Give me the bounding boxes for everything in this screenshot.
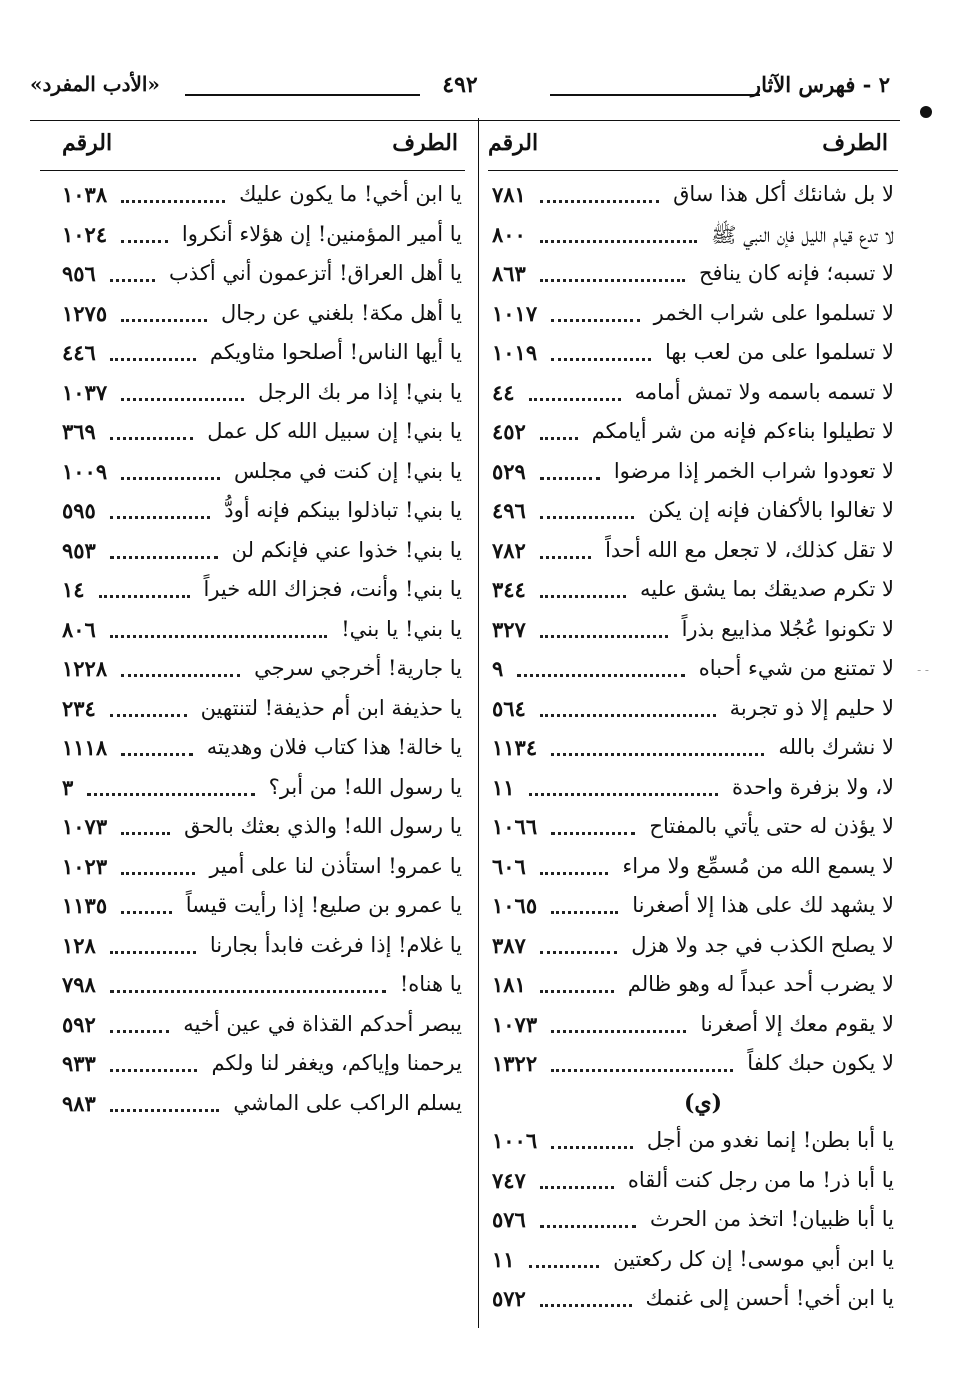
- dot-leader: [121, 398, 244, 401]
- list-item: [492, 259, 894, 299]
- list-item: [62, 536, 462, 576]
- dot-leader: [540, 200, 659, 203]
- entry-number: ٧٨١: [492, 182, 526, 207]
- entry-number: ٣: [62, 774, 74, 800]
- dot-leader: [121, 832, 170, 835]
- dot-leader: [540, 279, 685, 282]
- table-top-rule: [30, 120, 900, 121]
- list-item: [492, 1284, 894, 1324]
- dot-leader: [540, 240, 697, 243]
- list-item: [62, 931, 462, 971]
- margin-mark: - -: [917, 663, 929, 677]
- entry-phrase: لا يقوم معك إلا أصغرنا: [700, 1011, 894, 1036]
- entry-phrase: يا بني! خذوا عني فإنكم لن: [231, 537, 462, 562]
- entry-phrase: يرحمنا وإياكم، ويغفر لنا ولكم: [211, 1051, 462, 1075]
- list-item: [62, 1010, 462, 1050]
- entry-number: ١٠٣٨: [62, 182, 108, 207]
- entry-number: ٧٤٧: [492, 1167, 526, 1193]
- entry-phrase: لا حليم إلا ذو تجربة: [729, 695, 894, 720]
- dot-leader: [110, 556, 218, 559]
- list-item: [492, 615, 894, 655]
- list-item: [492, 417, 894, 457]
- left-head-phrase: الطرف: [392, 130, 458, 156]
- section-heading-ya: (ي): [683, 1090, 723, 1116]
- entry-phrase: يا ابن أخي! ما يكون عليك: [239, 182, 462, 206]
- dot-leader: [540, 714, 716, 717]
- dot-leader: [110, 358, 196, 361]
- entry-number: ٥٩٥: [62, 498, 96, 523]
- dot-leader: [540, 872, 609, 875]
- dot-leader: [110, 990, 386, 993]
- list-item: [62, 812, 462, 852]
- list-item: [62, 378, 462, 418]
- dot-leader: [551, 1069, 733, 1072]
- entry-phrase: لا تسمه باسمه ولا تمش أمامه: [634, 379, 894, 404]
- list-item: [62, 615, 462, 655]
- entry-phrase: لا تعودوا شراب الخمر إذا مرضوا: [613, 458, 894, 483]
- entry-number: ٣٢٧: [492, 616, 526, 642]
- entry-number: ٣٦٩: [62, 419, 96, 444]
- dot-leader: [540, 595, 626, 598]
- dot-leader: [110, 635, 327, 638]
- entry-phrase: يا رسول الله! والذي بعثك بالحق: [184, 814, 462, 838]
- entry-number: ١٠٢٣: [62, 853, 108, 879]
- dot-leader: [551, 753, 764, 756]
- entry-number: ٣٨٧: [492, 932, 526, 958]
- list-item: [62, 457, 462, 497]
- entry-number: ١١١٨: [62, 735, 108, 760]
- dot-leader: [121, 674, 240, 677]
- entry-phrase: يا أهل مكة! بلغني عن رجال: [220, 300, 462, 325]
- entry-phrase: لا تسلموا على شراب الخمر: [653, 300, 894, 325]
- entry-number: ٢٣٤: [62, 695, 96, 721]
- list-item: [62, 694, 462, 734]
- dot-leader: [540, 635, 668, 638]
- entry-number: ١١٣٤: [492, 735, 538, 760]
- dot-leader: [121, 240, 168, 243]
- dot-leader: [121, 753, 193, 756]
- entry-phrase: يا أبا بطن! إنما نغدو من أجل: [646, 1128, 894, 1152]
- entry-number: ١٠٠٦: [492, 1128, 538, 1153]
- entry-phrase: يا بني! إذا مر بك الرجل: [258, 379, 462, 404]
- list-item: [492, 180, 894, 220]
- entry-number: ٤٩٦: [492, 498, 526, 523]
- list-item: [492, 457, 894, 497]
- dot-leader: [121, 872, 195, 875]
- dot-leader: [529, 1265, 600, 1268]
- dot-leader: [529, 398, 621, 401]
- entry-number: ٨٦٣: [492, 261, 526, 286]
- entry-phrase: لا تكونوا عُجُلا مذاييع بذراً: [681, 616, 894, 641]
- left-head-number: الرقم: [62, 130, 113, 156]
- entry-number: ١٤: [62, 577, 85, 602]
- entry-phrase: يا أيها الناس! أصلحوا مثاويكم: [209, 340, 462, 364]
- entry-phrase: لا تسبه؛ فإنه كان ينافح: [698, 261, 894, 285]
- entry-phrase: لا يشهد لك على هذا إلا أصغرنا: [632, 893, 894, 917]
- entry-number: ١٠٧٣: [492, 1011, 538, 1037]
- left-head-rule: [40, 170, 465, 171]
- list-item: [492, 1166, 894, 1206]
- entry-phrase: لا، ولا بزفرة واحدة: [732, 774, 894, 799]
- dot-leader: [110, 1069, 198, 1072]
- list-item: [62, 417, 462, 457]
- list-item: [62, 852, 462, 892]
- right-head-rule: [488, 170, 898, 171]
- list-item: [492, 536, 894, 576]
- list-item: [62, 299, 462, 339]
- list-item: [492, 970, 894, 1010]
- entry-phrase: لا بل شانئك أكل هذا ساق: [673, 182, 894, 206]
- entry-number: ٩٥٦: [62, 261, 96, 286]
- right-column-head: [488, 130, 888, 170]
- entry-phrase: يا ابن أبي موسى! إن كل ركعتين: [613, 1246, 894, 1271]
- list-item: [492, 852, 894, 892]
- dot-leader: [110, 951, 196, 954]
- entry-phrase: يا غلام! إذا فرغت فابدأ بجارنا: [209, 932, 462, 957]
- dot-leader: [540, 477, 600, 480]
- entry-phrase: يا حذيفة ابن أم حذيفة! لتنتهين: [200, 695, 462, 720]
- right-head-phrase: الطرف: [822, 130, 888, 156]
- entry-phrase: لا يصلح الكذب في جد ولا هزل: [631, 932, 894, 957]
- entry-phrase: يا أبا ظبيان! اتخذ من الحرث: [650, 1207, 894, 1231]
- book-title: «الأدب المفرد»: [30, 72, 160, 96]
- entry-number: ٧٨٢: [492, 537, 526, 563]
- entry-phrase: يا عمرو بن صليع! إذا رأيت قيساً: [185, 893, 462, 917]
- dot-leader: [551, 358, 651, 361]
- entry-number: ١٠١٩: [492, 340, 538, 365]
- entry-number: ١٢٧٥: [62, 300, 108, 326]
- dot-leader: [540, 1186, 614, 1189]
- dot-leader: [110, 714, 187, 717]
- entry-number: ٩٨٣: [62, 1090, 96, 1116]
- dot-leader: [517, 674, 684, 677]
- entry-number: ٧٩٨: [62, 972, 96, 997]
- entry-phrase: لا نشرك بالله: [778, 735, 894, 759]
- list-item: [62, 496, 462, 536]
- entry-phrase: لا تقل كذلك، لا تجعل مع الله أحداً: [605, 537, 894, 562]
- entry-number: ٨٠٦: [62, 616, 96, 642]
- entry-phrase: يا بني! وأنت، فجزاك الله خيراً: [203, 577, 462, 601]
- entry-number: ٦٠٦: [492, 853, 526, 879]
- entry-phrase: يا أبا ذر! ما من رجل كنت ألقاه: [627, 1167, 894, 1192]
- entry-number: ١٠٣٧: [62, 379, 108, 405]
- list-item: [62, 1089, 462, 1129]
- entry-phrase: لا تطيلوا بناءكم فإنه من شر أيامكم: [591, 419, 894, 443]
- dot-leader: [110, 516, 210, 519]
- dot-leader: [110, 279, 155, 282]
- entry-phrase: يا بني! إن كنت في مجلس: [233, 458, 462, 483]
- dot-leader: [540, 1304, 632, 1307]
- list-item: [492, 338, 894, 378]
- entry-number: ١٠٢٤: [62, 221, 108, 247]
- list-item: [492, 773, 894, 813]
- entry-number: ١٣٢٢: [492, 1051, 538, 1076]
- dot-leader: [551, 1146, 633, 1149]
- entry-number: ٩: [492, 656, 504, 681]
- list-item: [492, 1049, 894, 1089]
- entry-phrase: يا هناه!: [399, 972, 462, 996]
- entry-number: ١١٣٥: [62, 893, 108, 918]
- section-title: ٢ - فهرس الآثار: [750, 72, 890, 97]
- list-item: [492, 378, 894, 418]
- entry-phrase: لا تسلموا على من لعب بها: [664, 340, 894, 364]
- dot-leader: [540, 437, 578, 440]
- entry-number: ٥٦٤: [492, 695, 526, 721]
- entry-phrase: لا يسمع الله من مُسمِّع ولا مراء: [622, 853, 894, 878]
- entry-phrase: يا رسول الله! من أبر؟: [268, 774, 462, 799]
- list-item: [492, 496, 894, 536]
- entry-number: ١٠٧٣: [62, 814, 108, 839]
- list-item: [62, 654, 462, 694]
- entry-phrase: لا تغالوا بالأكفان فإنه إن يكن: [648, 498, 894, 522]
- entry-number: ١٠٦٦: [492, 814, 538, 839]
- dot-leader: [540, 1225, 636, 1228]
- dot-leader: [551, 911, 618, 914]
- entry-phrase: يبصر أحدكم القذاة في عين أخيه: [183, 1011, 462, 1036]
- entry-phrase: يا عمرو! استأذن لنا على أمير: [209, 853, 462, 878]
- dot-leader: [540, 951, 617, 954]
- entry-number: ١٠٠٩: [62, 458, 108, 484]
- list-item: [492, 733, 894, 773]
- list-item: [62, 259, 462, 299]
- entry-phrase: يا خالة! هذا كتاب فلان وهديته: [206, 735, 462, 759]
- list-item: [492, 1205, 894, 1245]
- entry-number: ٨٠٠: [492, 221, 526, 247]
- bullet-mark: [920, 106, 932, 118]
- list-item: [62, 970, 462, 1010]
- dot-leader: [99, 595, 190, 598]
- dot-leader: [540, 556, 591, 559]
- entry-number: ٩٥٣: [62, 537, 96, 563]
- entry-phrase: يا بني! تباذلوا بينكم فإنه أودُّ: [224, 498, 462, 522]
- dot-leader: [529, 793, 718, 796]
- entry-number: ١٨١: [492, 972, 526, 997]
- list-item: [62, 180, 462, 220]
- entry-number: ٤٥٢: [492, 419, 526, 444]
- entry-number: ٤٤: [492, 379, 515, 405]
- entry-number: ٩٣٣: [62, 1051, 96, 1076]
- entry-phrase: يا ابن أخي! أحسن إلى غنمك: [645, 1286, 894, 1310]
- list-item: [62, 773, 462, 813]
- dot-leader: [110, 1030, 169, 1033]
- dot-leader: [121, 319, 207, 322]
- dot-leader: [121, 911, 172, 914]
- header-rule-left: [185, 94, 420, 96]
- list-item: [492, 931, 894, 971]
- entry-phrase: يسلم الراكب على الماشي: [233, 1090, 462, 1115]
- page-number: ٤٩٢: [442, 72, 478, 98]
- entry-number: ١٠١٧: [492, 300, 538, 326]
- entry-phrase: يا بني! يا بني!: [341, 616, 462, 641]
- header-rule-right: [550, 94, 760, 96]
- entry-number: ٣٤٤: [492, 577, 526, 602]
- entry-number: ٥٧٦: [492, 1207, 526, 1232]
- list-item: [492, 891, 894, 931]
- dot-leader: [540, 516, 634, 519]
- dot-leader: [121, 477, 220, 480]
- list-item: [62, 338, 462, 378]
- list-item: [62, 220, 462, 260]
- list-item: [492, 694, 894, 734]
- dot-leader: [121, 200, 225, 203]
- list-item: [62, 891, 462, 931]
- list-item: [62, 1049, 462, 1089]
- dot-leader: [551, 319, 640, 322]
- entry-phrase: لا يكون حبك كلفاً: [747, 1051, 894, 1075]
- entry-number: ١٠٦٥: [492, 893, 538, 918]
- dot-leader: [551, 832, 635, 835]
- entry-number: ٥٧٢: [492, 1286, 526, 1311]
- list-item: [492, 654, 894, 694]
- dot-leader: [87, 793, 254, 796]
- dot-leader: [540, 990, 614, 993]
- list-item: [492, 1245, 894, 1285]
- list-item: [492, 299, 894, 339]
- entry-number: ٥٩٢: [62, 1011, 96, 1037]
- entry-number: ١١: [492, 774, 515, 800]
- entry-phrase: لا تدع قيام الليل فإن النبي ﷺ: [711, 222, 894, 247]
- dot-leader: [110, 1109, 219, 1112]
- entry-number: ٤٤٦: [62, 340, 96, 365]
- entry-number: ٥٢٩: [492, 458, 526, 484]
- left-column-head: [62, 130, 458, 170]
- entry-number: ١٢٨: [62, 932, 96, 958]
- list-item: [492, 812, 894, 852]
- entry-phrase: يا بني! إن سبيل الله كل عمل: [207, 419, 462, 443]
- entry-phrase: يا جارية! أخرجي سرجي: [254, 656, 462, 680]
- dot-leader: [110, 437, 193, 440]
- entry-phrase: يا أمير المؤمنين! إن هؤلاء أنكروا: [181, 221, 462, 246]
- list-item: [62, 575, 462, 615]
- page-header: [30, 72, 890, 112]
- entry-phrase: لا يؤذن له حتى يأتي بالمفتاح: [649, 814, 894, 838]
- entry-number: ١٢٢٨: [62, 656, 108, 681]
- entry-phrase: يا أهل العراق! أتزعمون أني أكذب: [169, 261, 462, 285]
- list-item: [492, 1010, 894, 1050]
- right-head-number: الرقم: [488, 130, 539, 156]
- list-item: [492, 575, 894, 615]
- list-item: [492, 1126, 894, 1166]
- column-divider: [478, 118, 479, 1328]
- entry-phrase: لا تكرم صديقك بما يشق عليه: [640, 577, 894, 601]
- entry-phrase: لا يضرب أحد عبداً له وهو ظالم: [627, 972, 894, 996]
- entry-phrase: لا تمتنع من شيء أحباه: [698, 656, 894, 680]
- dot-leader: [551, 1030, 686, 1033]
- entry-number: ١١: [492, 1246, 515, 1272]
- list-item: [62, 733, 462, 773]
- list-item: [492, 220, 894, 260]
